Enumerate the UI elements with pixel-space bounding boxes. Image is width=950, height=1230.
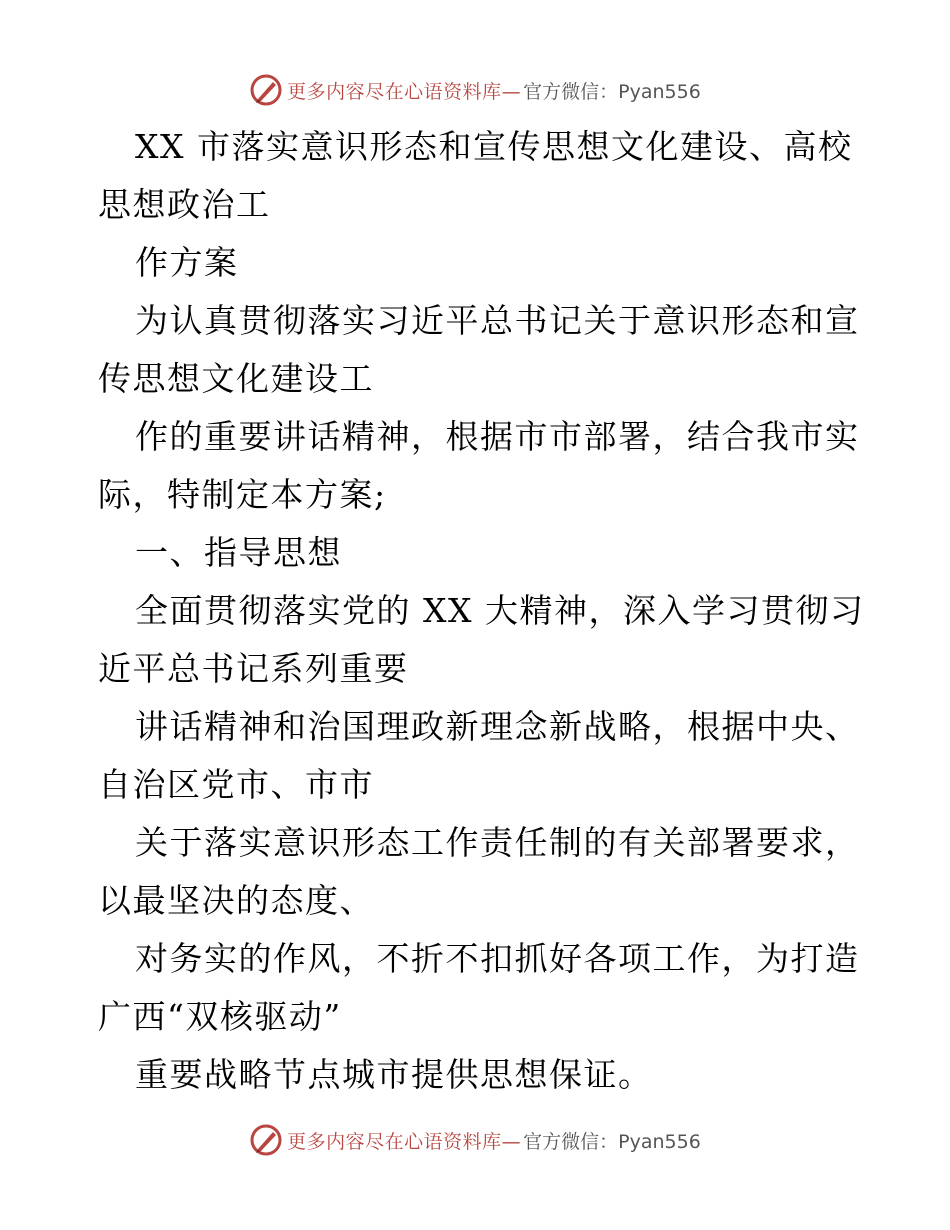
paragraph-line: 全面贯彻落实党的 XX 大精神，深入学习贯彻习 xyxy=(135,591,865,630)
paragraph-line: 广西“双核驱动” xyxy=(98,997,342,1036)
paragraph-line: 作的重要讲话精神，根据市市部署，结合我市实 xyxy=(135,417,860,456)
banner-contact: 官方微信：Pyan556 xyxy=(523,80,701,103)
paragraph-line: 关于落实意识形态工作责任制的有关部署要求， xyxy=(135,823,860,862)
banner-text: 更多内容尽在心语资料库— xyxy=(287,1130,522,1153)
pen-logo-icon xyxy=(249,73,283,107)
paragraph-line: 重要战略节点城市提供思想保证。 xyxy=(135,1055,653,1094)
title-line-1: XX 市落实意识形态和宣传思想文化建设、高校 xyxy=(135,127,853,166)
title-line-3: 作方案 xyxy=(135,243,239,282)
banner-text: 更多内容尽在心语资料库— xyxy=(287,80,522,103)
paragraph-line: 际，特制定本方案; xyxy=(98,475,387,514)
title-line-2: 思想政治工 xyxy=(98,185,271,224)
banner-contact: 官方微信：Pyan556 xyxy=(523,1130,701,1153)
paragraph-line: 传思想文化建设工 xyxy=(98,359,374,398)
footer-banner xyxy=(0,1120,950,1160)
paragraph-line: 近平总书记系列重要 xyxy=(98,649,409,688)
paragraph-line: 对务实的作风，不折不扣抓好各项工作，为打造 xyxy=(135,939,860,978)
header-banner xyxy=(0,70,950,110)
paragraph-line: 为认真贯彻落实习近平总书记关于意识形态和宣 xyxy=(135,301,860,340)
document-body xyxy=(98,118,865,1104)
paragraph-line: 自治区党市、市市 xyxy=(98,765,374,804)
pen-logo-icon xyxy=(249,1123,283,1157)
paragraph-line: 讲话精神和治国理政新理念新战略，根据中央、 xyxy=(135,707,860,746)
paragraph-line: 以最坚决的态度、 xyxy=(98,881,374,920)
section-heading: 一、指导思想 xyxy=(135,533,342,572)
